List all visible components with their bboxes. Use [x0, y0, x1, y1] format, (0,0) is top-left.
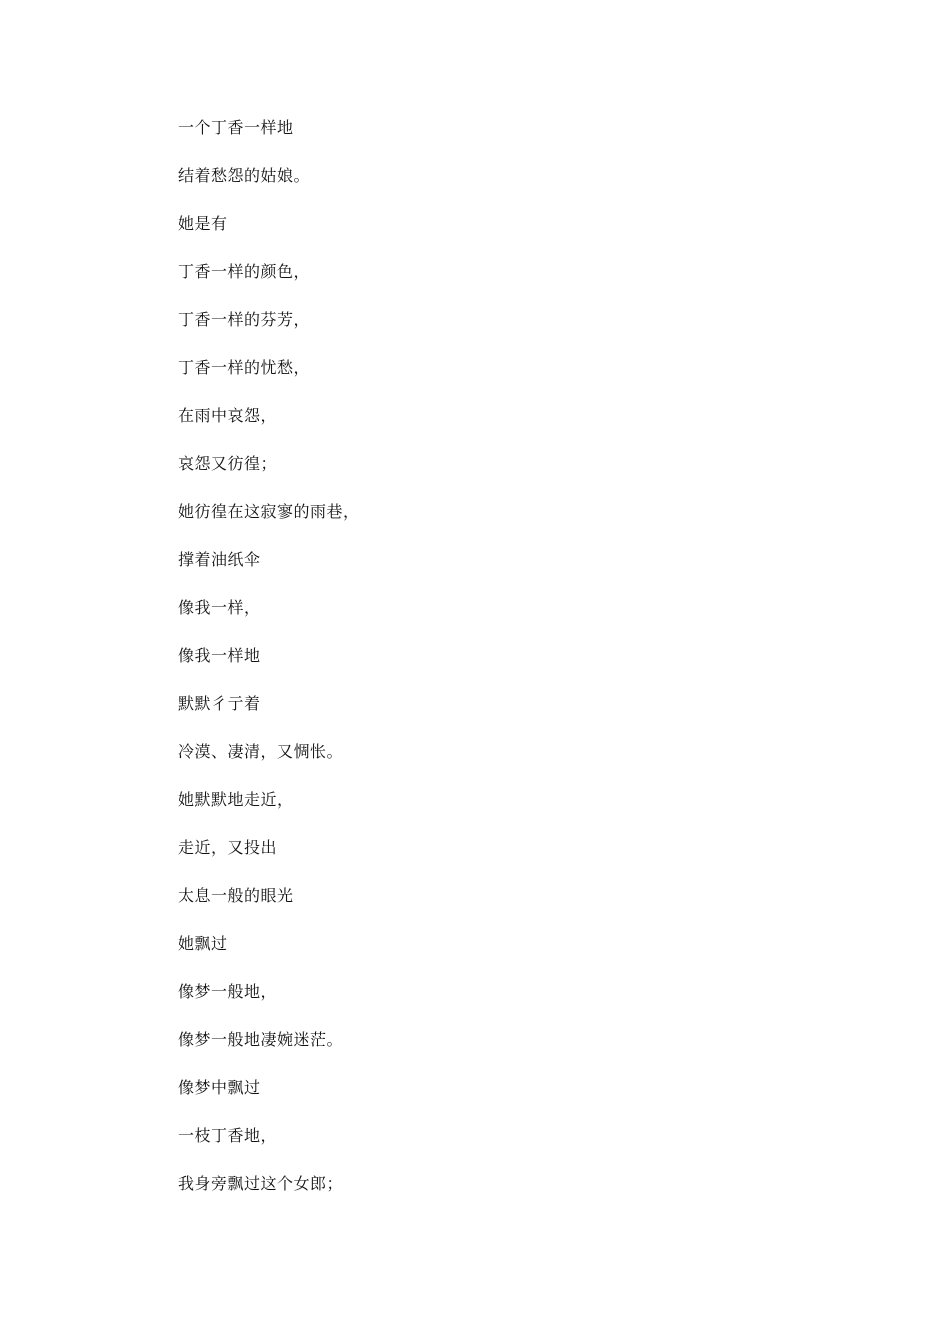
poem-line: 太息一般的眼光 — [178, 886, 294, 905]
poem-line: 我身旁飘过这个女郎； — [178, 1174, 344, 1193]
poem-line: 在雨中哀怨， — [178, 406, 278, 425]
poem-line: 像我一样地 — [178, 646, 261, 665]
poem-line: 冷漠、凄清，又惆怅。 — [178, 742, 344, 761]
poem-line: 像我一样， — [178, 598, 261, 617]
poem-line: 一枝丁香地， — [178, 1126, 278, 1145]
poem-line: 她彷徨在这寂寥的雨巷， — [178, 502, 360, 521]
poem-line: 结着愁怨的姑娘。 — [178, 166, 311, 185]
poem-line: 丁香一样的颜色， — [178, 262, 311, 281]
poem-line: 她飘过 — [178, 934, 228, 953]
poem-line: 像梦一般地， — [178, 982, 278, 1001]
poem-line: 哀怨又彷徨； — [178, 454, 278, 473]
poem-line: 像梦一般地凄婉迷茫。 — [178, 1030, 344, 1049]
poem-line: 撑着油纸伞 — [178, 550, 261, 569]
poem-line: 她是有 — [178, 214, 228, 233]
poem-line: 一个丁香一样地 — [178, 118, 294, 137]
poem-line: 走近，又投出 — [178, 838, 278, 857]
poem-line: 丁香一样的忧愁， — [178, 358, 311, 377]
poem-line: 她默默地走近， — [178, 790, 294, 809]
poem-line: 丁香一样的芬芳， — [178, 310, 311, 329]
poem-line: 像梦中飘过 — [178, 1078, 261, 1097]
poem-line: 默默彳亍着 — [178, 694, 261, 713]
poem-body — [178, 115, 878, 1219]
